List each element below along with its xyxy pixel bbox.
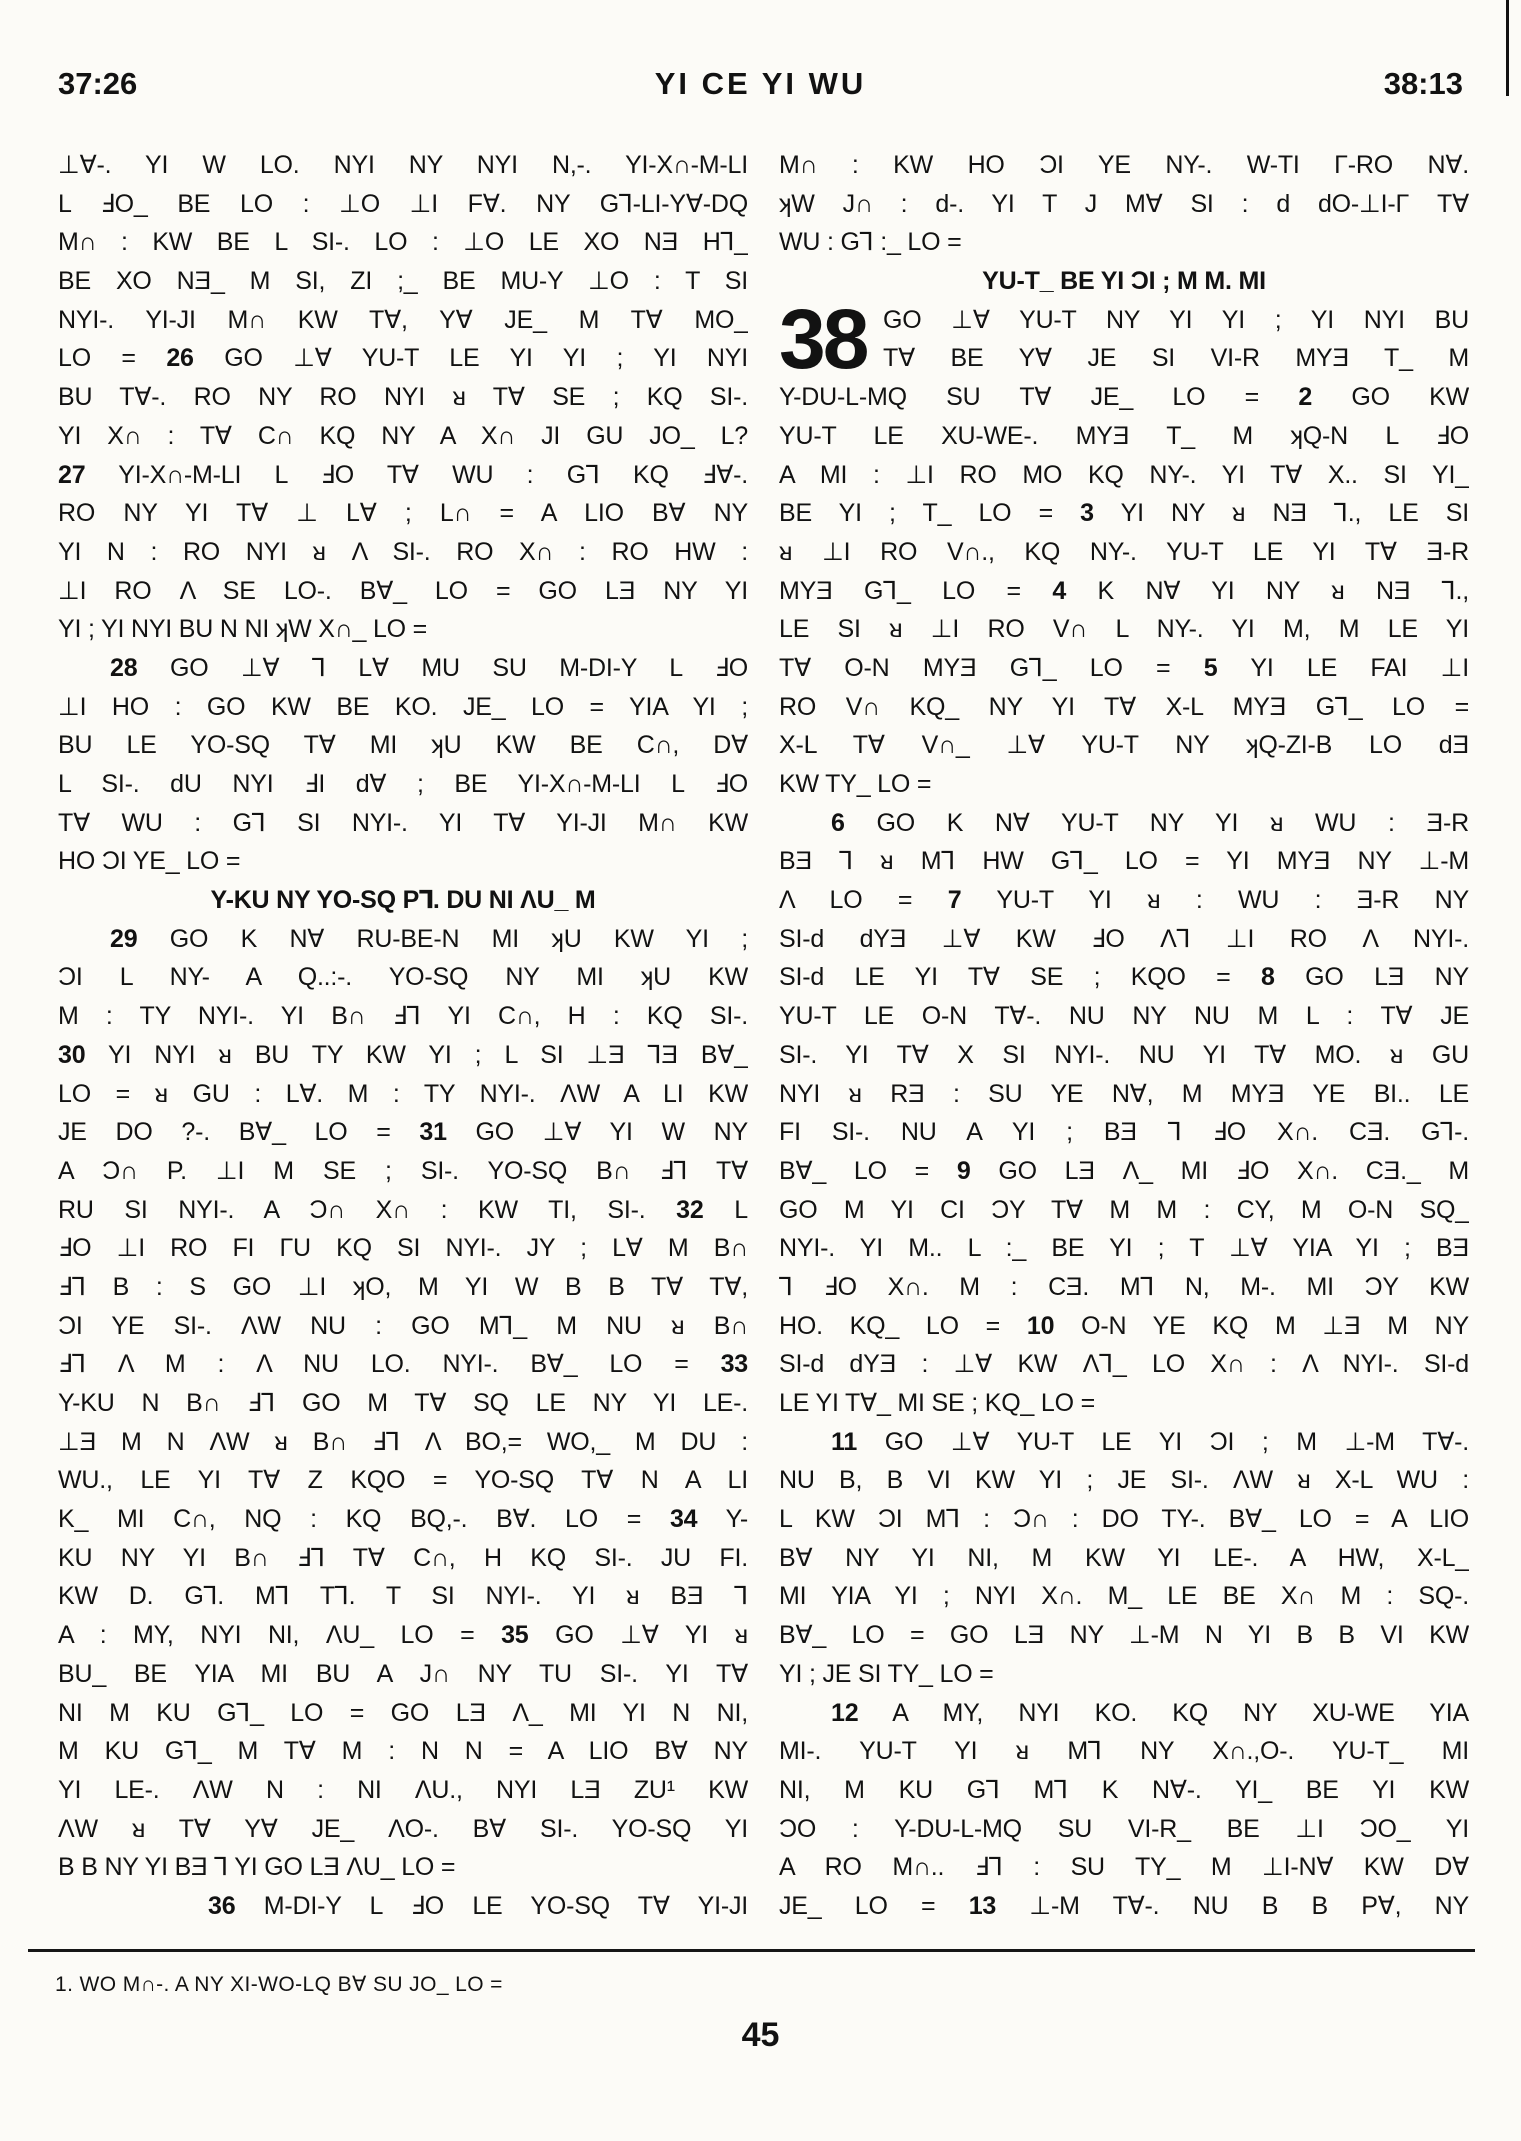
text-line	[883, 301, 1469, 340]
text-run: Ⅎ⅂ Λ M : Λ NU LO. NYI-. B∀_ LO =	[58, 1350, 721, 1379]
section-heading	[779, 262, 1469, 301]
text-line	[779, 1423, 1469, 1462]
text-line	[58, 1191, 748, 1230]
text-line	[58, 301, 748, 340]
text-run: L SI-. dU NYI ℲI d∀ ; BE YI-X∩-M-LI L ℲO	[58, 770, 748, 798]
text-run: T∀ WU : G⅂ SI NYI-. YI T∀ YI-JI M∩ KW	[58, 808, 748, 837]
text-line	[779, 378, 1469, 417]
text-run: ⅂ ℲO X∩. M : CƎ. M⅂ N, M-. MI ƆY KW	[779, 1272, 1469, 1301]
text-run: ⊥∀-. YI W LO. NYI NY NYI N,-. YI-X∩-M-LI	[58, 151, 748, 179]
text-run: K N∀ YI NY ᴚ NƎ ⅂.,	[1066, 576, 1469, 605]
text-line	[58, 1384, 748, 1423]
text-run: ΛW ᴚ T∀ Y∀ JE_ ΛO-. B∀ SI-. YO-SQ YI	[58, 1814, 748, 1843]
text-line	[58, 1268, 748, 1307]
text-run: ℲO ⊥I RO FI ΓU KQ SI NYI-. JY ; L∀ M B∩	[58, 1234, 748, 1263]
verse-number: 3	[1080, 499, 1094, 528]
text-line	[779, 1694, 1469, 1733]
text-line	[58, 572, 748, 611]
text-run: YI NY ᴚ NƎ ⅂., LE SI	[1093, 499, 1469, 528]
text-run: ⊥Ǝ M N ΛW ᴚ B∩ Ⅎ⅂ Λ BO,= WO,_ M DU :	[58, 1427, 748, 1456]
text-line	[58, 1732, 748, 1771]
text-run: NI, M KU G⅂ M⅂ K N∀-. YI_ BE YI KW	[779, 1775, 1469, 1804]
text-line	[779, 1771, 1469, 1810]
text-run: BU_ BE YIA MI BU A J∩ NY TU SI-. YI T∀	[58, 1659, 748, 1688]
verse-number: 8	[1261, 963, 1275, 992]
text-line	[58, 842, 748, 881]
text-line	[58, 1036, 748, 1075]
text-run: ʞW J∩ : d-. YI T J M∀ SI : d dO-⊥I-Γ T∀	[779, 189, 1469, 218]
section-heading	[58, 881, 748, 920]
text-run: GO M YI CI ƆY T∀ M M : CY, M O-N SQ_	[779, 1195, 1469, 1224]
text-line	[779, 533, 1469, 572]
text-line	[779, 1268, 1469, 1307]
text-line	[779, 920, 1469, 959]
verse-number: 26	[166, 344, 194, 373]
text-line	[58, 1423, 748, 1462]
text-run: LO =	[58, 344, 167, 373]
text-run: M KU G⅂_ M T∀ M : N N = A LIO B∀ NY	[58, 1737, 748, 1766]
text-run: JE_ LO =	[779, 1891, 969, 1920]
text-line	[779, 881, 1469, 920]
verse-number: 32	[676, 1195, 704, 1224]
text-run: M∩ : KW HO ƆI YE NY-. W-TI Γ-RO N∀.	[779, 151, 1469, 179]
text-run: YI LE FAI ⊥I	[1217, 653, 1469, 682]
text-line	[58, 417, 748, 456]
text-line	[58, 1500, 748, 1539]
verse-number: 29	[110, 924, 138, 953]
text-run: T∀ O-N MYƎ G⅂_ LO =	[779, 653, 1204, 682]
text-run: B∀ NY YI NI, M KW YI LE-. A HW, X-L_	[779, 1543, 1469, 1572]
text-line	[883, 339, 1469, 378]
text-line	[58, 456, 748, 495]
text-line	[779, 1229, 1469, 1268]
text-line	[779, 1113, 1469, 1152]
chapter-start-lines	[883, 301, 1469, 378]
text-run: GO ⊥∀ YU-T NY YI YI ; YI NYI BU	[883, 305, 1469, 334]
text-line	[58, 533, 748, 572]
text-run: GO K N∀ RU-BE-N MI ʞU KW YI ;	[137, 924, 748, 953]
text-line	[779, 1810, 1469, 1849]
text-run: B∀_ LO = GO LƎ NY ⊥-M N YI B B VI KW	[779, 1621, 1469, 1650]
page-number: 45	[741, 2016, 780, 2054]
text-run: RU SI NYI-. A Ɔ∩ X∩ : KW TI, SI-.	[58, 1195, 677, 1224]
text-line	[58, 1887, 748, 1926]
text-line	[779, 1307, 1469, 1346]
verse-number: 4	[1052, 576, 1067, 605]
text-run: M∩ : KW BE L SI-. LO : ⊥O LE XO NƎ H⅂_	[58, 228, 748, 257]
text-run: GO ⊥∀ YU-T LE YI ƆI ; M ⊥-M T∀-.	[857, 1427, 1469, 1456]
text-run: WU., LE YI T∀ Z KQO = YO-SQ T∀ N A LI	[58, 1466, 748, 1495]
verse-number: 6	[831, 808, 845, 837]
text-line	[58, 997, 748, 1036]
text-run: MYƎ G⅂_ LO =	[779, 576, 1053, 605]
text-line	[58, 1152, 748, 1191]
text-run: BU T∀-. RO NY RO NYI ᴚ T∀ SE ; KQ SI-.	[58, 383, 748, 412]
text-line	[58, 1810, 748, 1849]
text-run: SI-. YI T∀ X SI NYI-. NU YI T∀ MO. ᴚ GU	[779, 1040, 1469, 1069]
text-run: M : TY NYI-. YI B∩ Ⅎ⅂ YI C∩, H : KQ SI-.	[58, 1002, 748, 1031]
text-line	[779, 958, 1469, 997]
text-run: YI N : RO NYI ᴚ Λ SI-. RO X∩ : RO HW :	[58, 537, 748, 566]
verse-number: 11	[831, 1427, 858, 1456]
text-line	[58, 804, 748, 843]
verse-number: 7	[947, 886, 962, 915]
text-run: ᴚ ⊥I RO V∩., KQ NY-. YU-T LE YI T∀ Ǝ-R	[779, 537, 1469, 566]
text-line	[58, 1694, 748, 1733]
text-line	[779, 1539, 1469, 1578]
text-run: LE YI T∀_ MI SE ; KQ_ LO =	[779, 1389, 1095, 1417]
text-line	[779, 456, 1469, 495]
text-line	[58, 262, 748, 301]
text-run: YI-X∩-M-LI L ℲO T∀ WU : G⅂ KQ Ⅎ∀-.	[85, 460, 748, 489]
text-line	[779, 1500, 1469, 1539]
text-run: A Ɔ∩ P. ⊥I M SE ; SI-. YO-SQ B∩ Ⅎ⅂ T∀	[58, 1156, 748, 1185]
text-line	[58, 1539, 748, 1578]
verse-number: 13	[968, 1891, 997, 1920]
running-header	[0, 66, 1521, 108]
text-line	[779, 1152, 1469, 1191]
header-verse-end: 38:13	[1383, 66, 1463, 101]
text-line	[58, 378, 748, 417]
text-run: L	[703, 1195, 748, 1224]
text-run: GO ⊥∀ YI ᴚ	[528, 1621, 748, 1650]
text-line	[779, 610, 1469, 649]
text-line	[58, 649, 748, 688]
text-line	[779, 572, 1469, 611]
text-line	[58, 1113, 748, 1152]
text-line	[779, 1887, 1469, 1926]
text-run: RO NY YI T∀ ⊥ L∀ ; L∩ = A LIO B∀ NY	[58, 499, 748, 528]
verse-number: 10	[1026, 1311, 1055, 1340]
text-line	[779, 1191, 1469, 1230]
text-run: A MY, NYI KO. KQ NY XU-WE YIA	[858, 1698, 1469, 1727]
text-line	[58, 726, 748, 765]
text-line	[58, 146, 748, 185]
text-run: HO. KQ_ LO =	[779, 1311, 1027, 1340]
text-run: NYI ᴚ RƎ : SU YE N∀, M MYƎ YE BI.. LE	[779, 1079, 1469, 1108]
text-run: WU : G⅂ :_ LO =	[779, 228, 962, 257]
text-run: SI-d dYƎ : ⊥∀ KW Λ⅂_ LO X∩ : Λ NYI-. SI-d	[779, 1350, 1469, 1379]
text-run: BE XO NƎ_ M SI, ZI ;_ BE MU-Y ⊥O : T SI	[58, 267, 748, 296]
verse-number: 12	[831, 1698, 859, 1727]
footnote: 1. WO M∩-. A NY XI-WO-LQ B∀ SU JO_ LO =	[55, 1973, 503, 1996]
chapter-start-block	[779, 291, 1469, 386]
text-run: Λ LO =	[779, 886, 948, 915]
chapter-number: 38	[779, 291, 867, 386]
text-line	[58, 958, 748, 997]
text-run: KW D. G⅂. M⅂ T⅂. T SI NYI-. YI ᴚ BƎ ⅂	[58, 1582, 748, 1611]
text-run: NU B, B VI KW YI ; JE SI-. ΛW ᴚ X-L WU :	[779, 1466, 1469, 1495]
text-run: X-L T∀ V∩_ ⊥∀ YU-T NY ʞQ-ZI-B LO dƎ	[779, 731, 1469, 760]
text-line	[58, 1345, 748, 1384]
text-line	[779, 1461, 1469, 1500]
text-run: M-DI-Y L ℲO LE YO-SQ T∀ YI-JI	[235, 1891, 748, 1920]
text-run: B B NY YI BƎ ⅂ YI GO LƎ ΛU_ LO =	[58, 1853, 456, 1882]
text-line	[779, 185, 1469, 224]
text-line	[58, 1075, 748, 1114]
verse-number: 35	[501, 1621, 529, 1650]
text-run: KU NY YI B∩ Ⅎ⅂ T∀ C∩, H KQ SI-. JU FI.	[58, 1543, 748, 1572]
text-run: YI X∩ : T∀ C∩ KQ NY A X∩ JI GU JO_ L?	[58, 421, 748, 450]
text-run: JE DO ?-. B∀_ LO =	[58, 1118, 420, 1147]
verse-number: 36	[208, 1891, 236, 1920]
text-run: MI YIA YI ; NYI X∩. M_ LE BE X∩ M : SQ-.	[779, 1582, 1469, 1611]
text-run: BE YI ; T_ LO =	[779, 499, 1081, 528]
verse-number: 5	[1203, 653, 1218, 682]
text-run: Y-	[697, 1505, 748, 1534]
text-run: ƆI YE SI-. ΛW NU : GO M⅂_ M NU ᴚ B∩	[58, 1311, 748, 1340]
text-run: A MI : ⊥I RO MO KQ NY-. YI T∀ X.. SI YI_	[779, 460, 1469, 489]
text-run: YU-T YI ᴚ : WU : Ǝ-R NY	[961, 886, 1469, 915]
verse-number: 31	[419, 1118, 447, 1147]
text-run: GO KW	[1312, 383, 1469, 412]
text-run: A : MY, NYI NI, ΛU_ LO =	[58, 1621, 502, 1650]
text-run: ⊥I HO : GO KW BE KO. JE_ LO = YIA YI ;	[58, 692, 748, 721]
verse-number: 28	[110, 653, 138, 682]
text-run: Ⅎ⅂ B : S GO ⊥I ʞO, M YI W B B T∀ T∀,	[58, 1272, 748, 1301]
text-line	[779, 1848, 1469, 1887]
text-line	[58, 920, 748, 959]
text-run: SI-d dYƎ ⊥∀ KW ℲO Λ⅂ ⊥I RO Λ NYI-.	[779, 924, 1469, 953]
text-run: ⊥I RO Λ SE LO-. B∀_ LO = GO LƎ NY YI	[58, 576, 748, 605]
text-run: NYI-. YI M.. L :_ BE YI ; T ⊥∀ YIA YI ; BƎ	[779, 1234, 1469, 1263]
text-run: KW TY_ LO =	[779, 770, 932, 798]
footnote-rule	[28, 1949, 1475, 1952]
verse-number: 34	[669, 1505, 698, 1534]
text-line	[779, 842, 1469, 881]
text-column-left	[58, 146, 748, 1926]
text-run: YU-T LE XU-WE-. MYƎ T_ M ʞQ-N L ℲO	[779, 421, 1469, 450]
text-run: GO ⊥∀ YI W NY	[446, 1118, 748, 1147]
text-line	[779, 146, 1469, 185]
text-run: GO LƎ Λ_ MI ℲO X∩. CƎ._ M	[970, 1156, 1469, 1185]
text-run: RO V∩ KQ_ NY YI T∀ X-L MYƎ G⅂_ LO =	[779, 692, 1469, 721]
text-run: MI-. YU-T YI ᴚ M⅂ NY X∩.,O-. YU-T_ MI	[779, 1737, 1469, 1766]
header-book-title: YI CE YI WU	[654, 66, 867, 101]
verse-number: Y-KU NY YO-SQ P⅂. DU NI ΛU_ M	[210, 886, 596, 915]
text-run: LO = ᴚ GU : L∀. M : TY NYI-. ΛW A LI KW	[58, 1079, 748, 1108]
text-line	[779, 494, 1469, 533]
text-run: BU LE YO-SQ T∀ MI ʞU KW BE C∩, D∀	[58, 731, 748, 760]
text-line	[779, 1616, 1469, 1655]
verse-number: YU-T_ BE YI ƆI ; M M. MI	[982, 267, 1266, 296]
text-line	[779, 688, 1469, 727]
text-line	[779, 726, 1469, 765]
text-run: L ℲO_ BE LO : ⊥O ⊥I F∀. NY G⅂-LI-Y∀-DQ	[58, 189, 748, 218]
text-column-right	[779, 146, 1469, 1926]
text-run: ƆO : Y-DU-L-MQ SU VI-R_ BE ⊥I ƆO_ YI	[779, 1814, 1469, 1843]
text-run: GO K N∀ YU-T NY YI ᴚ WU : Ǝ-R	[844, 808, 1469, 837]
text-run: NYI-. YI-JI M∩ KW T∀, Y∀ JE_ M T∀ MO_	[58, 305, 748, 334]
text-run: YI ; JE SI TY_ LO =	[779, 1659, 994, 1688]
text-line	[58, 1771, 748, 1810]
text-line	[779, 1577, 1469, 1616]
text-line	[779, 1384, 1469, 1423]
text-line	[58, 688, 748, 727]
verse-number: 30	[58, 1040, 86, 1069]
text-run: SI-d LE YI T∀ SE ; KQO =	[779, 963, 1261, 992]
text-run: YI ; YI NYI BU N NI ʞW X∩_ LO =	[58, 615, 428, 644]
text-run: A RO M∩.. Ⅎ⅂ : SU TY_ M ⊥I-N∀ KW D∀	[779, 1853, 1469, 1882]
text-run: GO LƎ NY	[1274, 963, 1469, 992]
text-run: B∀_ LO =	[779, 1156, 957, 1185]
text-line	[58, 1577, 748, 1616]
text-run: K_ MI C∩, NQ : KQ BQ,-. B∀. LO =	[58, 1505, 670, 1534]
text-line	[779, 765, 1469, 804]
text-line	[58, 1307, 748, 1346]
text-run: ƆI L NY- A Q..:-. YO-SQ NY MI ʞU KW	[58, 963, 748, 992]
text-run: BƎ ⅂ ᴚ M⅂ HW G⅂_ LO = YI MYƎ NY ⊥-M	[779, 847, 1469, 876]
text-line	[779, 1732, 1469, 1771]
text-line	[779, 417, 1469, 456]
verse-number: 33	[720, 1350, 748, 1379]
text-line	[58, 185, 748, 224]
text-line	[779, 1345, 1469, 1384]
text-line	[779, 997, 1469, 1036]
verse-number: 27	[58, 460, 86, 489]
text-line	[779, 223, 1469, 262]
text-run: NI M KU G⅂_ LO = GO LƎ Λ_ MI YI N NI,	[58, 1698, 748, 1727]
text-run: ⊥-M T∀-. NU B B P∀, NY	[996, 1891, 1469, 1920]
text-run: YI LE-. ΛW N : NI ΛU., NYI LƎ ZU¹ KW	[58, 1775, 748, 1804]
text-run: O-N YE KQ M ⊥Ǝ M NY	[1054, 1311, 1469, 1340]
header-verse-start: 37:26	[58, 66, 138, 101]
text-run: Y-KU N B∩ Ⅎ⅂ GO M T∀ SQ LE NY YI LE-.	[58, 1389, 748, 1417]
text-line	[58, 1461, 748, 1500]
text-line	[779, 1655, 1469, 1694]
text-run: Y-DU-L-MQ SU T∀ JE_ LO =	[779, 383, 1299, 412]
text-line	[58, 1848, 748, 1887]
text-line	[58, 223, 748, 262]
text-run: L KW ƆI M⅂ : Ɔ∩ : DO TY-. B∀_ LO = A LIO	[779, 1505, 1469, 1534]
text-run: T∀ BE Y∀ JE SI VI-R MYƎ T_ M	[883, 344, 1469, 373]
text-line	[779, 1036, 1469, 1075]
text-run: YI NYI ᴚ BU TY KW YI ; L SI ⊥Ǝ ⅂Ǝ B∀_	[85, 1040, 748, 1069]
verse-number: 2	[1298, 383, 1313, 412]
verse-number: 9	[956, 1156, 971, 1185]
text-line	[58, 339, 748, 378]
text-line	[779, 1075, 1469, 1114]
text-line	[779, 649, 1469, 688]
text-line	[58, 610, 748, 649]
text-run: LE SI ᴚ ⊥I RO V∩ L NY-. YI M, M LE YI	[779, 615, 1469, 644]
text-line	[58, 1616, 748, 1655]
text-run: FI SI-. NU A YI ; BƎ ⅂ ℲO X∩. CƎ. G⅂-.	[779, 1118, 1469, 1147]
scan-edge-artifact	[1506, 0, 1509, 96]
text-run: YU-T LE O-N T∀-. NU NY NU M L : T∀ JE	[779, 1002, 1469, 1031]
text-run: GO ⊥∀ ⅂ L∀ MU SU M-DI-Y L ℲO	[137, 653, 748, 682]
text-run: HO ƆI YE_ LO =	[58, 847, 241, 876]
text-line	[58, 1229, 748, 1268]
text-line	[58, 494, 748, 533]
text-line	[58, 765, 748, 804]
text-run: GO ⊥∀ YU-T LE YI YI ; YI NYI	[193, 344, 748, 373]
text-line	[58, 1655, 748, 1694]
text-line	[779, 804, 1469, 843]
